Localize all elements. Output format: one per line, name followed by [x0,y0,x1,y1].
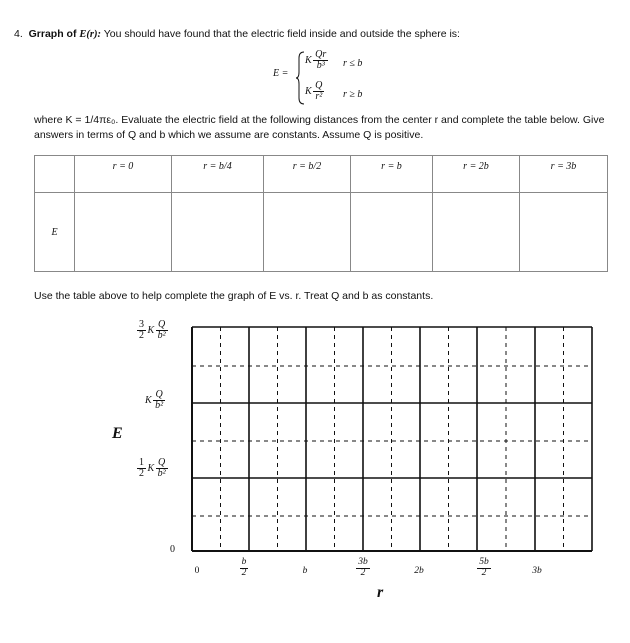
x-label-den: 2 [481,567,487,578]
x-label-num: b [302,566,308,576]
x-label-num: 0 [194,566,200,576]
x-label-num: 5b [479,557,489,567]
x-label-den: 2 [241,567,247,578]
table-header-cell: r = b/4 [172,156,264,193]
x-label-num: 2b [414,566,424,576]
table-header-cell: r = 0 [75,156,172,193]
y-label-den: b² [157,330,166,341]
question-intro: You should have found that the electric field inside and outside the sphere is: [103,28,460,40]
y-label-coef: K [147,462,155,474]
question-title-function: E(r): [79,29,101,40]
y-label-pre-den: 2 [139,468,144,479]
x-label-num: 3b [532,566,542,576]
table-header-cell: r = 3b [520,156,608,193]
graph-instructions: Use the table above to help complete the graph of E vs. r. Treat Q and b as constants. [34,290,434,302]
instructions-text: where K = 1/4πε₀. Evaluate the electric field at the following distances from the center r and complete the table below. Give answers in terms of Q and b which we assume are constants. Assume Q is positive. [34,114,605,141]
y-label-num: Q [158,457,166,468]
y-label-coef: K [145,394,152,406]
outside-coef: K [305,85,312,97]
y-label-num: Q [158,319,166,330]
x-axis-title: r [377,584,384,601]
outside-den: r² [315,91,323,102]
x-label-den: 2 [360,567,366,578]
y-label-den: b² [157,468,166,479]
y-label-den: b² [155,400,164,411]
y-label-pre: 3 [139,319,144,330]
y-label-num: Q [155,389,163,400]
table-header-cell: r = 2b [433,156,520,193]
x-label-num: b [241,557,247,567]
table-header-cell: r = b [351,156,433,193]
inside-condition: r ≤ b [343,58,363,69]
inside-num: Qr [315,49,327,60]
inside-den: b³ [316,60,325,71]
inside-coef: K [305,54,312,66]
x-label-num: 3b [358,557,368,567]
outside-condition: r ≥ b [343,89,363,100]
piecewise-lhs: E = [273,68,289,79]
y-label-coef: K [147,324,155,336]
y-label-pre-den: 2 [139,330,144,341]
question-title: Grraph of [28,28,77,40]
y-axis-title: E [112,425,123,442]
table-header-cell: r = b/2 [264,156,351,193]
outside-num: Q [315,80,323,91]
y-label-pre: 1 [139,457,144,468]
y-label-zero: 0 [170,544,175,555]
grid-lines [192,327,592,551]
table-row-label: E [35,193,75,272]
question-number: 4. [14,28,23,40]
